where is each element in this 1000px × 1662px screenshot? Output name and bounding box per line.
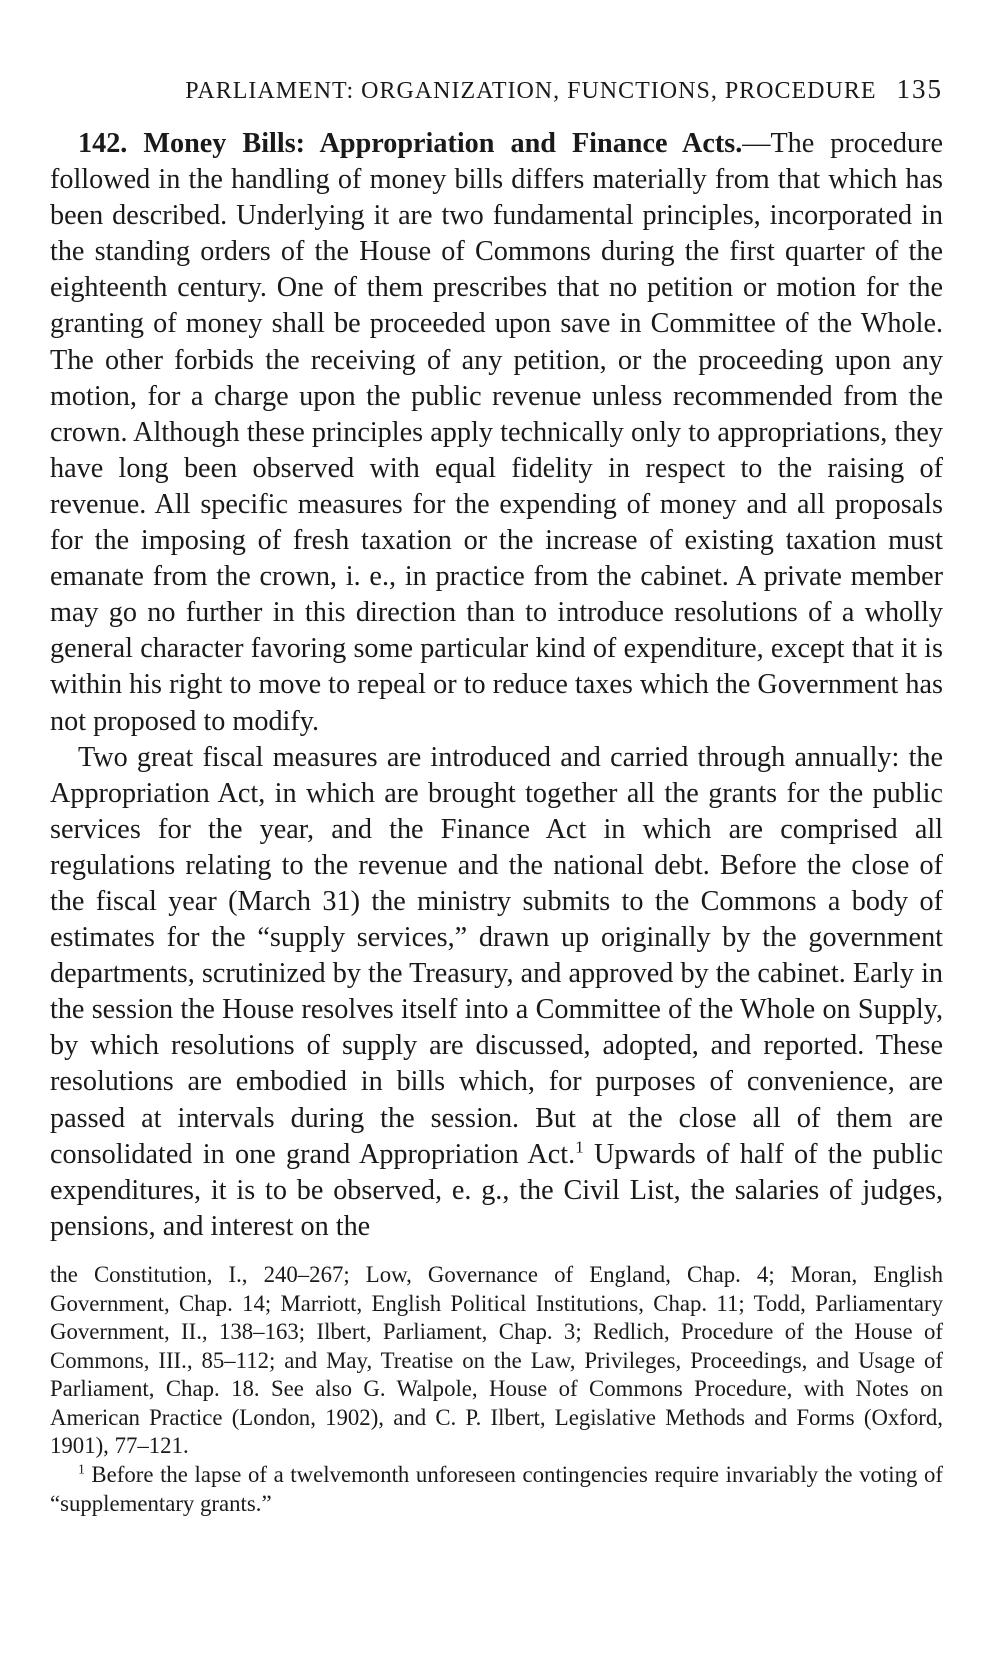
paragraph	[50, 126, 943, 740]
paragraph	[50, 740, 943, 1245]
paragraph-text: Two great fiscal measures are introduced and carried through annually: the Appropriation Act, in which are brought together all the grants for the public services for the year, and the Finance Act in which are comprised all regulations relating to the revenue and the national debt. Before the close of the fiscal year (March 31) the ministry submits to the Commons a body of estimates for the “supply services,” drawn up originally by the government departments, scrutinized by the Treasury, and approved by the cabinet. Early in the session the House resolves itself into a Committee of the Whole on Supply, by which resolutions of supply are discussed, adopted, and reported. These resolutions are embodied in bills which, for purposes of convenience, are passed at intervals during the session. But at the close all of them are consolidated in one grand Appropriation Act.	[50, 741, 943, 1170]
footnote-continued: the Constitution, I., 240–267; Low, Governance of England, Chap. 4; Moran, English Government, Chap. 14; Marriott, English Political Institutions, Chap. 11; Todd, Parliamentary Government, II., 138–163; Ilbert, Parliament, Chap. 3; Redlich, Procedure of the House of Commons, III., 85–112; and May, Treatise on the Law, Privileges, Proceedings, and Usage of Parliament, Chap. 18. See also G. Walpole, House of Commons Procedure, with Notes on American Practice (London, 1902), and C. P. Ilbert, Legislative Methods and Forms (Oxford, 1901), 77–121.	[50, 1261, 943, 1459]
paragraph-text: —The procedure followed in the handling of money bills differs materially from that which has been described. Underlying it are two fundamental principles, incorporated in the standing orders of the House of Commons during the first quarter of the eighteenth century. One of them prescribes that no petition or motion for the granting of money shall be proceeded upon save in Committee of the Whole. The other forbids the receiving of any petition, or the proceeding upon any motion, for a charge upon the public revenue unless recommended from the crown. Although these principles apply technically only to appropriations, they have long been observed with equal fidelity in respect to the raising of revenue. All specific measures for the expending of money and all proposals for the imposing of fresh taxation or the increase of existing taxation must emanate from the crown, i. e., in practice from the cabinet. A private member may go no further in this direction than to introduce resolutions of a wholly general character favoring some particular kind of expenditure, except that it is within his right to move to repeal or to reduce taxes which the Government has not proposed to modify.	[50, 128, 943, 737]
body-text	[50, 126, 943, 1245]
running-head-title: PARLIAMENT: ORGANIZATION, FUNCTIONS, PROCEDURE	[185, 78, 877, 104]
paragraph-text: Upwards of half of the public expenditures, it is to be observed, e. g., the Civil List, the salaries of judges, pensions, and interest on the	[50, 1138, 943, 1242]
page-number: 135	[896, 74, 943, 104]
footnote-reference: 1	[575, 1137, 584, 1157]
book-page	[50, 72, 943, 1518]
footnote-text: Before the lapse of a twelvemonth unforeseen contingencies require invariably the voting of “supplementary grants.”	[50, 1462, 943, 1516]
footnote	[50, 1461, 943, 1518]
footnotes	[50, 1261, 943, 1518]
running-head	[50, 72, 943, 108]
footnote-marker: 1	[78, 1461, 85, 1477]
section-heading: 142. Money Bills: Appropriation and Finance Acts.	[78, 128, 743, 159]
